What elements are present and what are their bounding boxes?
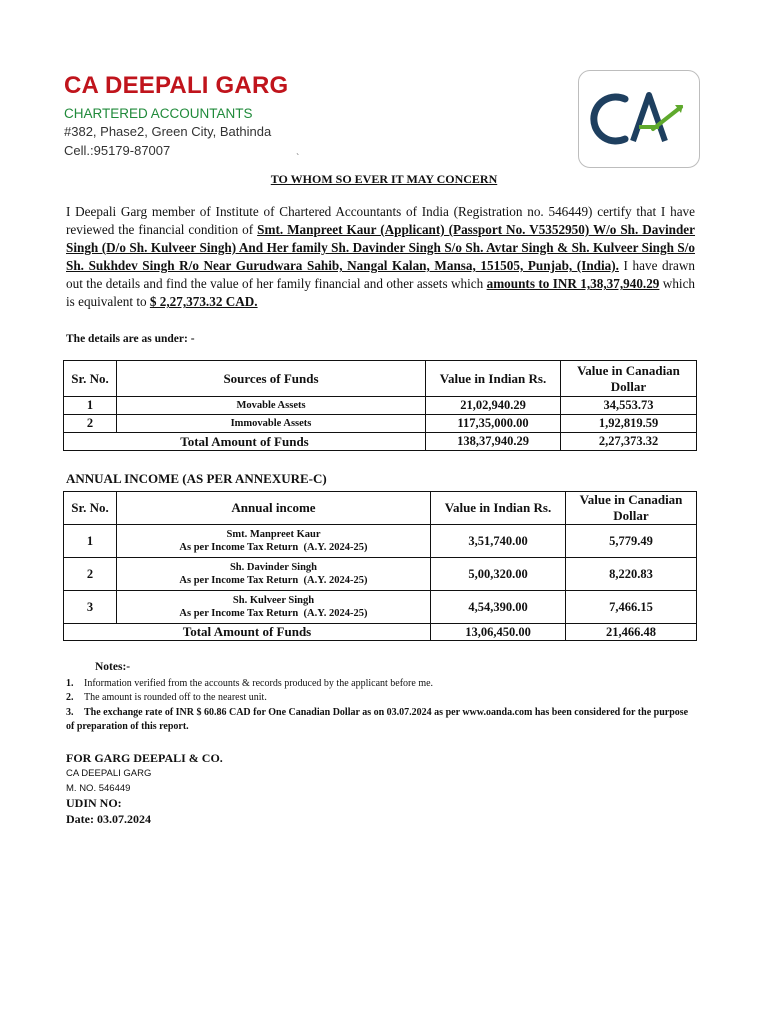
col-header-cad: Value in Canadian Dollar	[566, 492, 697, 525]
sr-no: 2	[64, 558, 117, 591]
fund-source: Immovable Assets	[117, 415, 426, 433]
para-intro: I Deepali Garg member of Institute of Chartered Accountants of India (Registration no. 546449) certify that I have reviewed the financial condition of	[66, 204, 695, 237]
col-header-inr: Value in Indian Rs.	[426, 361, 561, 397]
total-cad: 21,466.48	[566, 624, 697, 641]
col-header-inr: Value in Indian Rs.	[431, 492, 566, 525]
value-cad: 5,779.49	[566, 525, 697, 558]
table-header-row	[64, 361, 697, 397]
table-total-row	[64, 433, 697, 451]
income-person: Sh. Davinder Singh	[229, 562, 318, 573]
annual-income-heading: ANNUAL INCOME (AS PER ANNEXURE-C)	[66, 471, 327, 486]
signature-firm: FOR GARG DEEPALI & CO.	[66, 751, 223, 765]
letter-heading: TO WHOM SO EVER IT MAY CONCERN	[270, 172, 498, 186]
col-header-income: Annual income	[117, 492, 431, 525]
table-row	[64, 397, 697, 415]
income-person: Sh. Kulveer Singh	[232, 595, 315, 606]
table-row	[64, 415, 697, 433]
ca-logo	[578, 70, 700, 168]
income-basis: As per Income Tax Return (A.Y. 2024-25)	[179, 608, 368, 619]
signature-date: Date: 03.07.2024	[66, 812, 151, 826]
note-text: Information verified from the accounts & records produced by the applicant before me.	[84, 678, 434, 689]
para-amount: amounts to INR 1,38,37,940.29	[486, 276, 660, 291]
value-inr: 4,54,390.00	[431, 591, 566, 624]
certificate-paragraph	[66, 203, 695, 311]
value-inr: 21,02,940.29	[426, 397, 561, 415]
income-source	[117, 525, 431, 558]
value-inr: 5,00,320.00	[431, 558, 566, 591]
notes-title: Notes:-	[95, 661, 131, 673]
signature-name: CA DEEPALI GARG	[66, 768, 152, 779]
fund-source: Movable Assets	[117, 397, 426, 415]
income-basis: As per Income Tax Return (A.Y. 2024-25)	[179, 542, 368, 553]
note-item	[66, 677, 696, 691]
table-row	[64, 591, 697, 624]
firm-cell: Cell.:95179-87007	[64, 143, 171, 158]
firm-address: #382, Phase2, Green City, Bathinda	[64, 124, 272, 139]
total-inr: 13,06,450.00	[431, 624, 566, 641]
note-number: 3.	[66, 707, 74, 718]
para-equiv: which is equivalent to	[66, 276, 696, 309]
income-person: Smt. Manpreet Kaur	[226, 529, 321, 540]
details-label: The details are as under: -	[66, 333, 195, 345]
note-text: The exchange rate of INR $ 60.86 CAD for One Canadian Dollar as on 03.07.2024 as per www.oanda.com has been considered for the purpose of preparation of this report.	[66, 707, 689, 732]
income-source	[117, 591, 431, 624]
funds-table	[63, 360, 697, 451]
col-header-srno: Sr. No.	[64, 361, 117, 397]
note-item	[66, 706, 696, 734]
value-cad: 34,553.73	[561, 397, 697, 415]
value-cad: 1,92,819.59	[561, 415, 697, 433]
value-inr: 117,35,000.00	[426, 415, 561, 433]
col-header-cad: Value in Canadian Dollar	[561, 361, 697, 397]
col-header-srno: Sr. No.	[64, 492, 117, 525]
udin-label: UDIN NO:	[66, 796, 122, 810]
income-source	[117, 558, 431, 591]
para-cad: $ 2,27,373.32 CAD.	[149, 294, 258, 309]
sr-no: 1	[64, 397, 117, 415]
value-inr: 3,51,740.00	[431, 525, 566, 558]
firm-subtitle: CHARTERED ACCOUNTANTS	[64, 106, 253, 121]
value-cad: 7,466.15	[566, 591, 697, 624]
ca-logo-icon	[579, 71, 699, 167]
col-header-source: Sources of Funds	[117, 361, 426, 397]
note-item	[66, 691, 696, 705]
value-cad: 8,220.83	[566, 558, 697, 591]
table-total-row	[64, 624, 697, 641]
note-text: The amount is rounded off to the nearest unit.	[84, 692, 267, 703]
income-basis: As per Income Tax Return (A.Y. 2024-25)	[179, 575, 368, 586]
table-row	[64, 558, 697, 591]
sr-no: 1	[64, 525, 117, 558]
total-label: Total Amount of Funds	[64, 433, 426, 451]
sr-no: 3	[64, 591, 117, 624]
stray-mark: `	[296, 153, 300, 164]
total-label: Total Amount of Funds	[64, 624, 431, 641]
sr-no: 2	[64, 415, 117, 433]
para-middle: I have drawn out the details and find the value of her family financial and other assets which	[66, 258, 695, 291]
para-subject: Smt. Manpreet Kaur (Applicant) (Passport No. V5352950) W/o Sh. Davinder Singh (D/o Sh. Kulveer Singh) And Her family Sh. Davinder Singh S/o Sh. Avtar Singh & Sh. Kulveer Singh S/o Sh. Sukhdev Singh R/o Near Gurudwara Sahib, Nangal Kalan, Mansa, 151505, Punjab, (India).	[66, 222, 696, 273]
note-number: 2.	[66, 692, 74, 703]
firm-name: CA DEEPALI GARG	[64, 72, 289, 99]
income-table	[63, 491, 697, 641]
total-inr: 138,37,940.29	[426, 433, 561, 451]
membership-number: M. NO. 546449	[66, 783, 131, 794]
table-row	[64, 525, 697, 558]
note-number: 1.	[66, 678, 74, 689]
total-cad: 2,27,373.32	[561, 433, 697, 451]
table-header-row	[64, 492, 697, 525]
